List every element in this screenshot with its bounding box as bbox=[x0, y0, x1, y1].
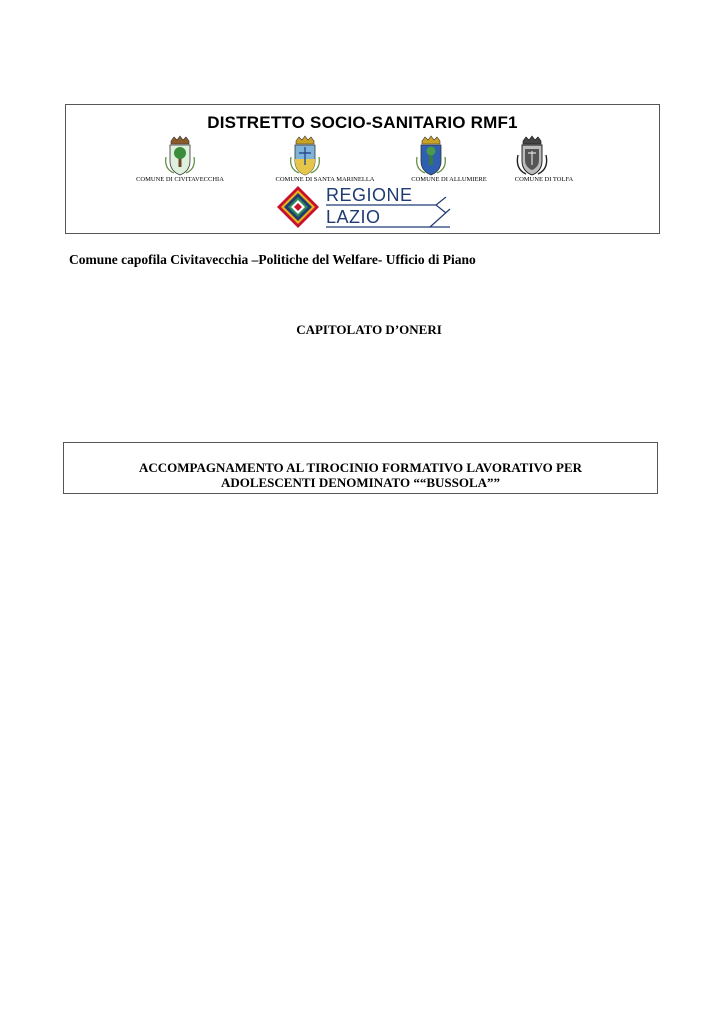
comune-label-civitavecchia: COMUNE DI CIVITAVECCHIA bbox=[136, 176, 224, 183]
subject-line-1: ACCOMPAGNAMENTO AL TIROCINIO FORMATIVO LAVORATIVO PER bbox=[138, 460, 583, 475]
subject-box bbox=[63, 442, 658, 494]
lazio-text: LAZIO bbox=[326, 207, 381, 227]
document-title: CAPITOLATO D’ONERI bbox=[296, 322, 442, 337]
subject-line-2: ADOLESCENTI DENOMINATO ““BUSSOLA”” bbox=[220, 475, 501, 490]
comune-label-santa-marinella: COMUNE DI SANTA MARINELLA bbox=[275, 176, 375, 183]
allumiere-crest-icon bbox=[413, 135, 449, 177]
regione-lazio-emblem-icon bbox=[276, 185, 320, 229]
regione-lazio-logo bbox=[276, 185, 451, 229]
district-title: DISTRETTO SOCIO-SANITARIO RMF1 bbox=[207, 113, 518, 132]
santa-marinella-crest-icon bbox=[287, 135, 323, 177]
regione-text: REGIONE bbox=[326, 185, 413, 205]
comune-label-tolfa: COMUNE DI TOLFA bbox=[514, 176, 574, 183]
district-header-box bbox=[65, 104, 660, 234]
tolfa-crest-icon bbox=[514, 135, 550, 177]
comune-label-allumiere: COMUNE DI ALLUMIERE bbox=[411, 176, 487, 183]
capofila-line: Comune capofila Civitavecchia –Politiche del Welfare- Ufficio di Piano bbox=[69, 252, 476, 267]
civitavecchia-crest-icon bbox=[162, 135, 198, 177]
